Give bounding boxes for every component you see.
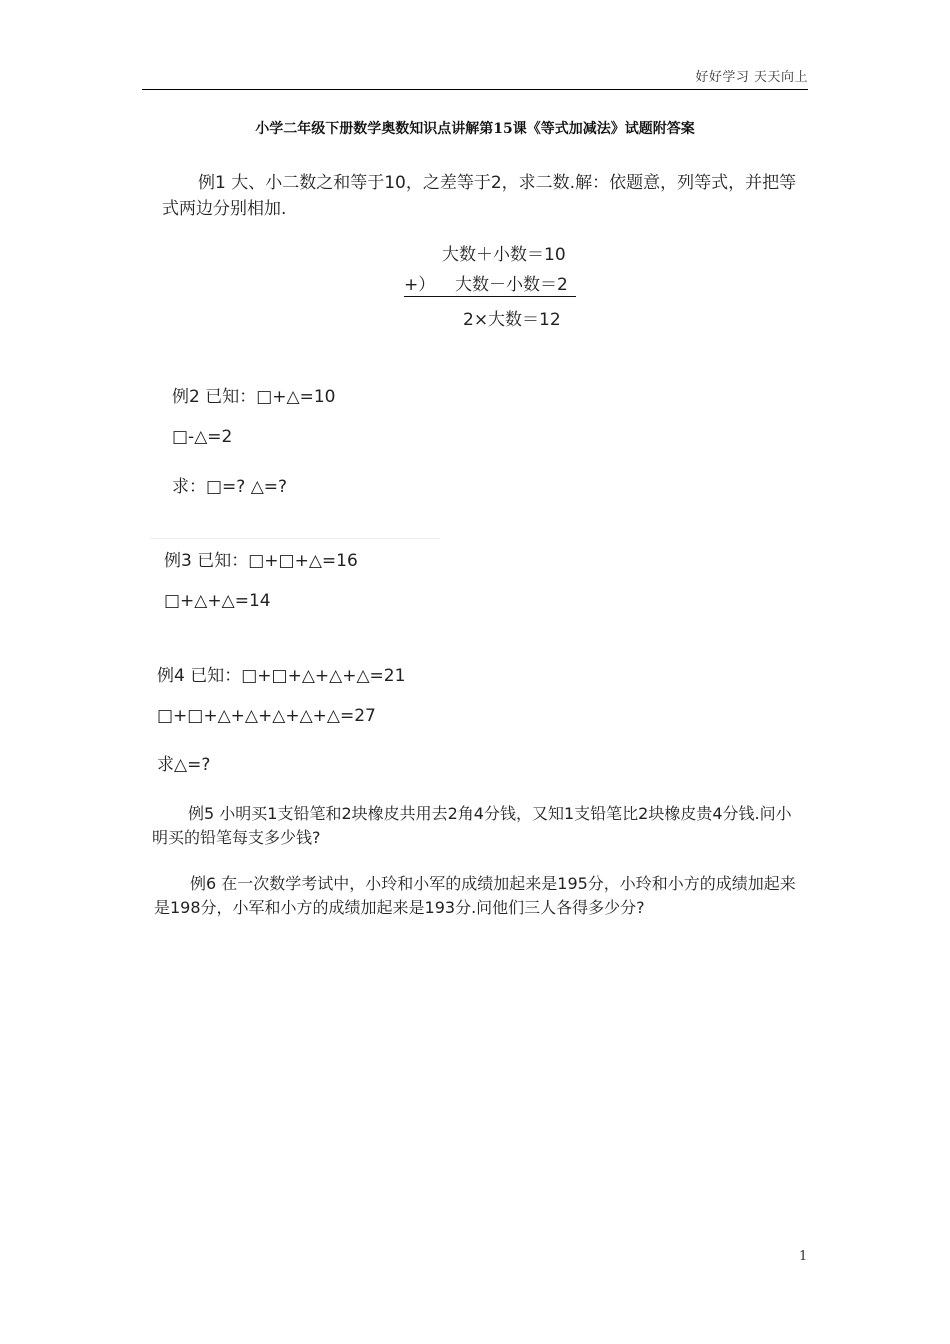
header-tagline: 好好学习 天天向上	[695, 70, 808, 85]
example-2-line-1: 例2 已知：□+△=10	[172, 387, 336, 407]
example-6-text	[154, 872, 804, 920]
example-1-text-content: 例1 大、小二数之和等于10，之差等于2，求二数.解：依题意，列等式，并把等式两边分别相加.	[162, 173, 797, 219]
example-4-line-1: 例4 已知：□+□+△+△+△=21	[157, 666, 406, 686]
page-number: 1	[799, 1249, 808, 1264]
example-2-line-3: 求：□=? △=?	[172, 477, 288, 497]
example-5-text	[152, 802, 792, 850]
document-title: 小学二年级下册数学奥数知识点讲解第15课《等式加减法》试题附答案	[255, 121, 695, 137]
example-1-text	[162, 170, 812, 222]
equation-1: 大数＋小数＝10	[442, 245, 566, 265]
header-rule	[142, 89, 808, 90]
example-6-text-content: 例6 在一次数学考试中，小玲和小军的成绩加起来是195分，小玲和小方的成绩加起来是198分，小军和小方的成绩加起来是193分.问他们三人各得多少分?	[154, 874, 796, 917]
equation-sum-line	[404, 296, 576, 297]
divider	[150, 538, 440, 539]
example-4-line-2: □+□+△+△+△+△+△=27	[157, 706, 376, 726]
equation-operator: +）	[404, 275, 436, 295]
equation-2: 大数－小数＝2	[455, 275, 568, 295]
example-3-line-1: 例3 已知：□+□+△=16	[164, 551, 358, 571]
example-3-line-2: □+△+△=14	[164, 591, 271, 611]
example-2-line-2: □-△=2	[172, 427, 233, 447]
equation-3: 2×大数＝12	[463, 310, 561, 330]
example-4-line-3: 求△=?	[157, 755, 211, 775]
example-5-text-content: 例5 小明买1支铅笔和2块橡皮共用去2角4分钱，又知1支铅笔比2块橡皮贵4分钱.问小明买的铅笔每支多少钱?	[152, 804, 792, 847]
